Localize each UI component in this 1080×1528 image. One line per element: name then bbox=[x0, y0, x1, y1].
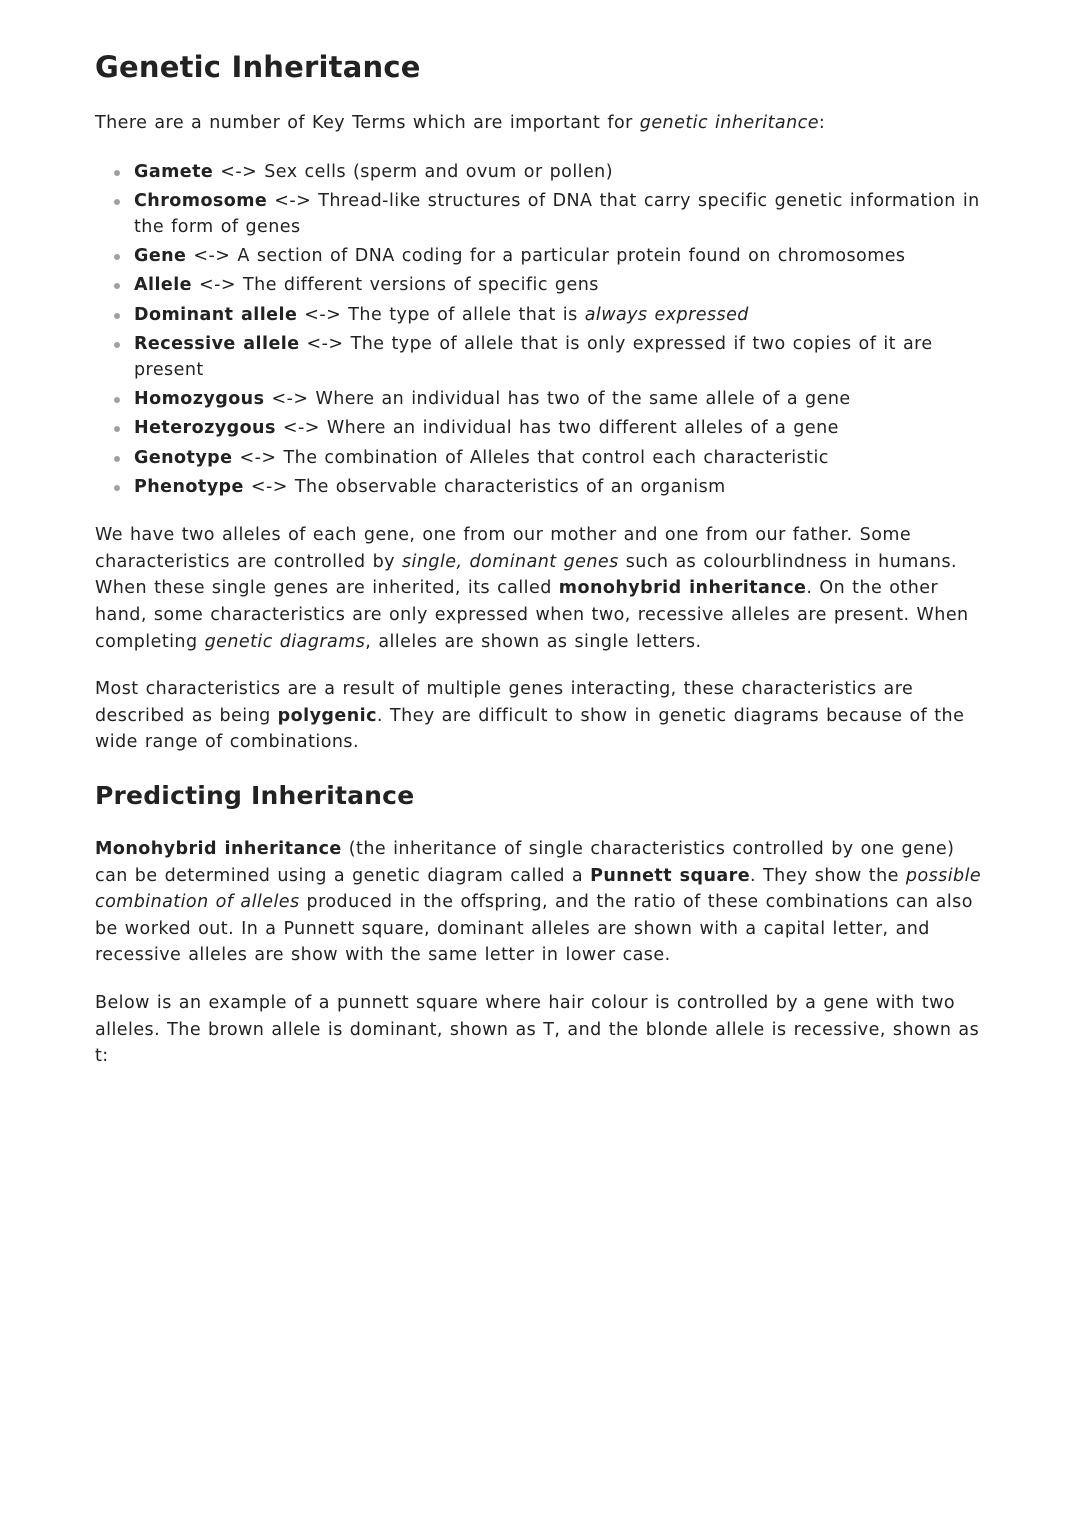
list-item bbox=[95, 386, 985, 413]
text-run: produced in the offspring, and the ratio of these combinations can also be worked out. In a Punnett square, dominant alleles are shown with a capital letter, and recessive alleles are show with the same letter in lower case. bbox=[95, 892, 973, 966]
term-separator: <-> bbox=[264, 389, 316, 410]
emphasis-text: single, dominant genes bbox=[401, 551, 619, 572]
punnett-paragraph bbox=[95, 836, 985, 969]
term-definition: Sex cells (sperm and ovum or pollen) bbox=[264, 161, 613, 182]
alleles-paragraph bbox=[95, 522, 985, 655]
term-definition: Where an individual has two of the same allele of a gene bbox=[315, 389, 851, 410]
text-run: Most characteristics are a result of multiple genes interacting, these characteristics are described as being bbox=[95, 679, 914, 726]
bold-text: Monohybrid inheritance bbox=[95, 838, 342, 859]
text-run: such as colourblindness in humans. When these single genes are inherited, its called bbox=[95, 551, 958, 599]
text-run: , alleles are shown as single letters. bbox=[365, 631, 702, 652]
term-name: Recessive allele bbox=[134, 333, 300, 354]
term-separator: <-> bbox=[267, 190, 319, 211]
term-separator: <-> bbox=[186, 246, 238, 267]
bullet-icon bbox=[114, 199, 120, 205]
bullet-icon bbox=[114, 485, 120, 491]
list-item bbox=[95, 243, 985, 270]
list-item bbox=[95, 445, 985, 472]
text-run: . They are difficult to show in genetic diagrams because of the wide range of combinations. bbox=[95, 705, 965, 753]
intro-text: There are a number of Key Terms which are important for bbox=[95, 113, 640, 133]
bullet-icon bbox=[114, 254, 120, 260]
intro-emphasis: genetic inheritance bbox=[639, 113, 819, 133]
bullet-icon bbox=[114, 342, 120, 348]
bullet-icon bbox=[114, 313, 120, 319]
emphasis-text: possible combination of alleles bbox=[95, 865, 982, 913]
bold-text: Punnett square bbox=[590, 865, 751, 886]
term-name: Chromosome bbox=[134, 190, 268, 211]
bullet-icon bbox=[114, 170, 120, 176]
term-definition: The different versions of specific gens bbox=[243, 275, 599, 296]
list-item bbox=[95, 415, 985, 442]
term-definition: A section of DNA coding for a particular protein found on chromosomes bbox=[237, 246, 906, 267]
term-name: Phenotype bbox=[134, 476, 244, 497]
intro-paragraph bbox=[95, 110, 985, 137]
text-run: We have two alleles of each gene, one from our mother and one from our father. Some characteristics are controlled by bbox=[95, 525, 912, 572]
list-item bbox=[95, 272, 985, 299]
term-separator: <-> bbox=[299, 333, 351, 354]
bold-text: monohybrid inheritance bbox=[558, 578, 807, 599]
polygenic-paragraph bbox=[95, 676, 985, 756]
term-definition: The observable characteristics of an organism bbox=[294, 476, 726, 497]
term-name: Dominant allele bbox=[134, 304, 298, 325]
list-item bbox=[95, 188, 985, 241]
text-run: . They show the bbox=[750, 865, 906, 886]
term-definition: The type of allele that is only expressed if two copies of it are present bbox=[134, 333, 933, 381]
term-definition: The combination of Alleles that control each characteristic bbox=[283, 447, 829, 468]
term-definition: Where an individual has two different alleles of a gene bbox=[326, 418, 839, 439]
term-definition: The type of allele that is bbox=[348, 304, 585, 325]
bullet-icon bbox=[114, 426, 120, 432]
term-separator: <-> bbox=[275, 418, 327, 439]
term-name: Gene bbox=[134, 246, 187, 267]
term-name: Heterozygous bbox=[134, 418, 276, 439]
term-name: Homozygous bbox=[134, 389, 265, 410]
intro-end: : bbox=[818, 113, 826, 133]
term-separator: <-> bbox=[297, 304, 349, 325]
term-name: Allele bbox=[134, 275, 192, 296]
list-item bbox=[95, 474, 985, 501]
term-name: Genotype bbox=[134, 447, 233, 468]
page-title: Genetic Inheritance bbox=[95, 50, 421, 84]
text-run: Below is an example of a punnett square where hair colour is controlled by a gene with two alleles. The brown allele is dominant, shown as T, and the blonde allele is recessive, shown as t: bbox=[95, 992, 980, 1067]
key-terms-list bbox=[95, 159, 985, 501]
text-run: (the inheritance of single characteristics controlled by one gene) can be determined using a genetic diagram called a bbox=[95, 838, 955, 886]
term-separator: <-> bbox=[191, 275, 244, 296]
bold-text: polygenic bbox=[277, 705, 377, 726]
term-separator: <-> bbox=[232, 447, 284, 468]
text-run: . On the other hand, some characteristics are only expressed when two, recessive alleles are present. When completing bbox=[95, 578, 969, 652]
section-heading: Predicting Inheritance bbox=[95, 780, 415, 810]
bullet-icon bbox=[114, 456, 120, 462]
bullet-icon bbox=[114, 283, 120, 289]
example-paragraph bbox=[95, 990, 985, 1070]
term-emphasis: always expressed bbox=[584, 304, 749, 325]
term-definition: Thread-like structures of DNA that carry specific genetic information in the form of genes bbox=[134, 190, 980, 238]
bullet-icon bbox=[114, 397, 120, 403]
term-name: Gamete bbox=[134, 161, 214, 182]
list-item bbox=[95, 331, 985, 384]
term-separator: <-> bbox=[213, 161, 265, 182]
term-separator: <-> bbox=[243, 476, 295, 497]
list-item bbox=[95, 159, 985, 186]
emphasis-text: genetic diagrams bbox=[204, 631, 366, 652]
list-item bbox=[95, 302, 985, 329]
